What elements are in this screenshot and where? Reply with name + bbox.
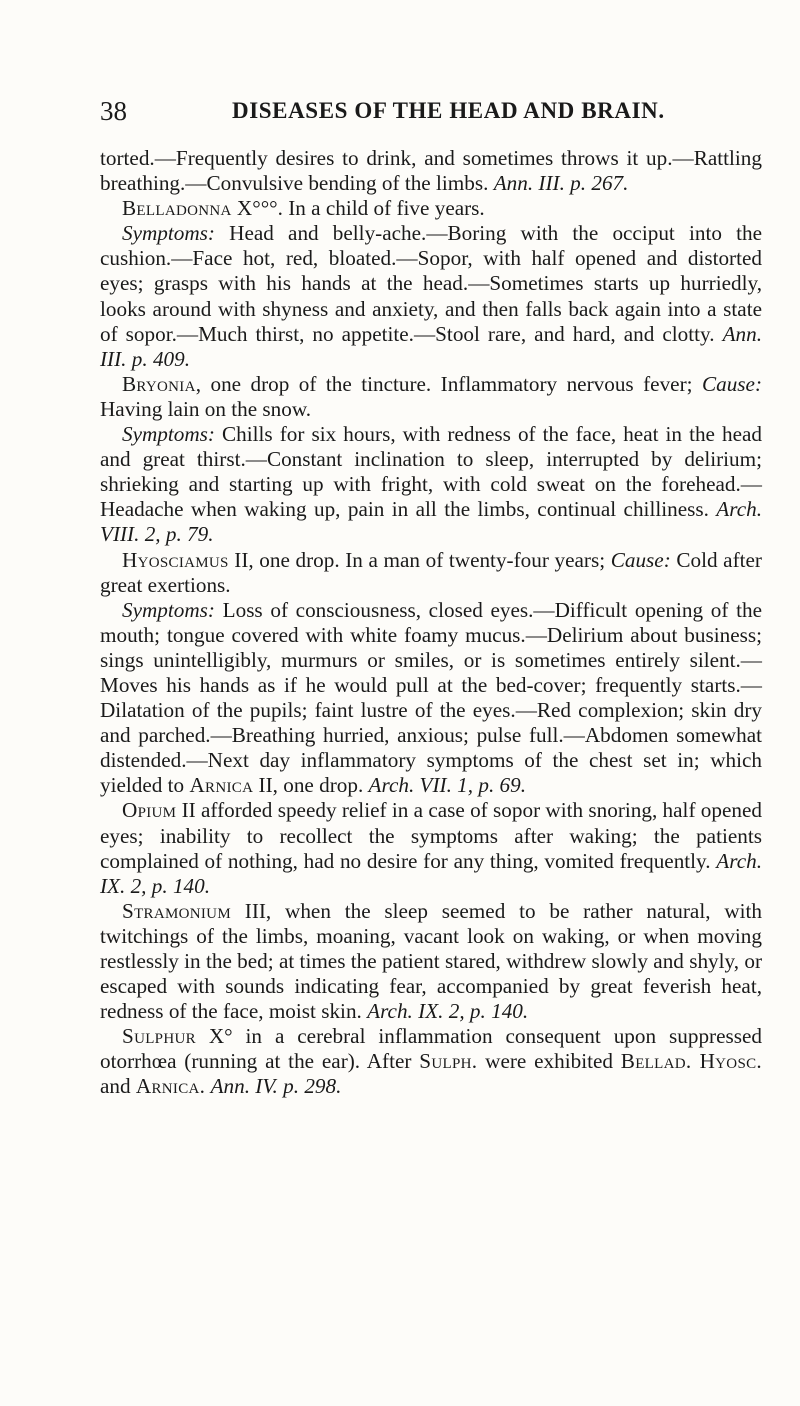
paragraph-belladonna xyxy=(100,196,762,221)
paragraph-text: torted.—Frequently desires to drink, and sometimes throws it up.—Rattling breathing.—Convulsive bending of the limbs. xyxy=(100,146,762,196)
paragraph-text: II afforded speedy relief in a case of sopor with snoring, half opened eyes; inability to recollect the symptoms after waking; the patients complained of nothing, had no desire for any thing, vomited frequently. xyxy=(100,798,762,873)
remedy-name: Arnica. xyxy=(135,1074,206,1099)
paragraph-text: Chills for six hours, with redness of the face, heat in the head and great thirst.—Constant inclination to sleep, interrupted by delirium; shrieking and starting up with fright, with cold sweat on the forehead.—Headache when waking up, pain in all the limbs, continual chilliness. xyxy=(100,422,762,522)
remedy-name: Belladonna xyxy=(122,196,232,221)
reference: Ann. IV. p. 298. xyxy=(210,1074,342,1099)
paragraph-opium xyxy=(100,798,762,898)
paragraph-text: Cold after great exertions. xyxy=(100,547,762,597)
paragraph-text: Loss of consciousness, closed eyes.—Difficult opening of the mouth; tongue covered with white foamy mucus.—Delirium about business; sings unintelligibly, murmurs or smiles, or is sometimes entirely silent.—Moves his hands as if he would pull at the bed-cover; frequently starts.—Dilatation of the pupils; faint lustre of the eyes.—Red complexion; skin dry and parched.—Breathing hurried, anxious; pulse full.—Abdomen somewhat distended.—Next day inflammatory symptoms of the chest set in; which yielded to xyxy=(100,597,762,798)
paragraph-stramonium xyxy=(100,899,762,1024)
reference: Arch. IX. 2, p. 140. xyxy=(367,999,529,1024)
page-header xyxy=(100,96,760,130)
paragraph-hyosciamus-symptoms xyxy=(100,598,762,799)
section-label: Symptoms: xyxy=(122,597,215,622)
remedy-name: Stramonium xyxy=(122,898,231,923)
section-label: Cause: xyxy=(610,547,671,572)
remedy-name: Opium xyxy=(122,798,177,823)
paragraph-text: X° in a cerebral inflammation consequent upon suppressed otorrhœa (running at the ear). After xyxy=(100,1024,762,1074)
body-text xyxy=(100,146,762,1100)
paragraph-text: , one drop of the tincture. Inflammatory nervous fever; xyxy=(195,371,702,396)
reference: Arch. IX. 2, p. 140. xyxy=(100,848,762,898)
running-head: DISEASES OF THE HEAD AND BRAIN. xyxy=(232,98,665,123)
reference: Ann. III. p. 267. xyxy=(493,171,629,196)
remedy-name: Sulph. xyxy=(419,1049,478,1074)
reference: Arch. VII. 1, p. 69. xyxy=(368,773,527,798)
remedy-name: Bryonia xyxy=(122,371,196,396)
paragraph-continuation xyxy=(100,146,762,196)
paragraph-text: and xyxy=(100,1074,136,1099)
paragraph-text: Head and belly-ache.—Boring with the occiput into the cushion.—Face hot, red, bloated.—Sopor, with half opened and distorted eyes; grasps with his hands at the head.—Sometimes starts up hurriedly, looks around with shyness and anxiety, and then falls back again into a state of sopor.—Much thirst, no appetite.—Stool rare, and hard, and clotty. xyxy=(100,221,762,346)
paragraph-belladonna-symptoms xyxy=(100,221,762,372)
section-label: Symptoms: xyxy=(122,221,215,246)
remedy-name: Arnica xyxy=(189,773,254,798)
paragraph-text: II, one drop. xyxy=(253,773,364,798)
remedy-name: Hyosciamus xyxy=(122,547,229,572)
section-label: Symptoms: xyxy=(122,422,215,447)
reference: Ann. III. p. 409. xyxy=(100,321,762,371)
section-label: Cause: xyxy=(701,371,762,396)
page-number: 38 xyxy=(100,96,127,126)
paragraph-hyosciamus xyxy=(100,548,762,598)
paragraph-text: III, when the sleep seemed to be rather natural, with twitchings of the limbs, moaning, vacant look on waking, or when moving restlessly in the bed; at times the patient stared, withdrew slowly and shyly, or escaped with sounds indicating fear, accompanied by great feverish heat, redness of the face, moist skin. xyxy=(100,898,762,1024)
paragraph-text: were exhibited xyxy=(477,1049,621,1074)
paragraph-text: Having lain on the snow. xyxy=(100,396,312,421)
reference: Arch. VIII. 2, p. 79. xyxy=(100,497,762,547)
paragraph-sulphur xyxy=(100,1024,762,1099)
paragraph-text: II, one drop. In a man of twenty-four years; xyxy=(228,547,611,572)
remedy-name: Sulphur xyxy=(122,1024,196,1049)
paragraph-text: X°°°. In a child of five years. xyxy=(231,196,485,221)
remedy-name: Bellad. Hyosc. xyxy=(620,1049,762,1074)
paragraph-bryonia-symptoms xyxy=(100,422,762,547)
paragraph-bryonia xyxy=(100,372,762,422)
